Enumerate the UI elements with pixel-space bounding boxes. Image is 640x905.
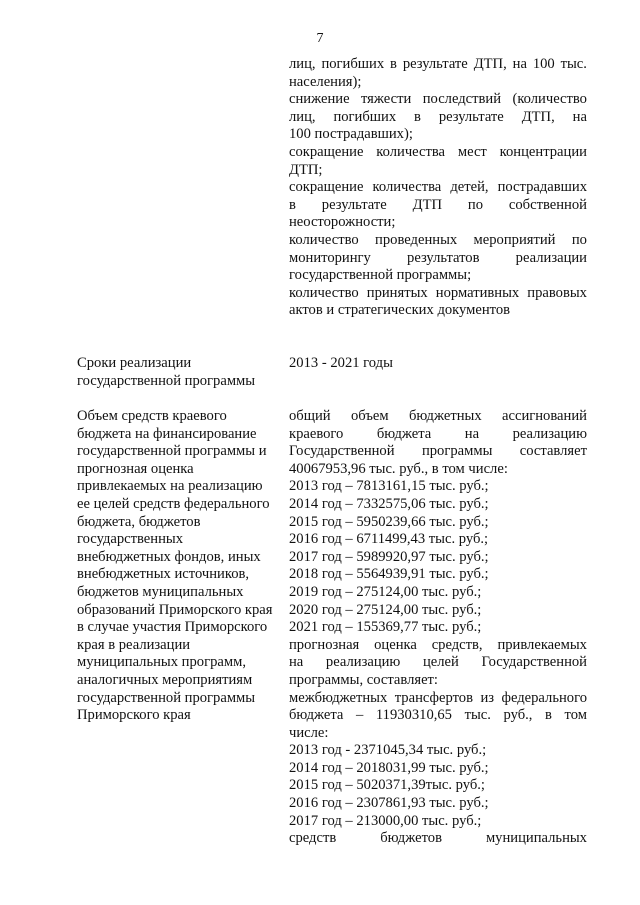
word: краевого: [289, 425, 344, 442]
text-line: 2020 год – 275124,00 тыс. руб.;: [289, 601, 482, 618]
text-line: [289, 408, 587, 426]
word: снижение: [289, 91, 350, 108]
text-line: 2021 год – 155369,77 тыс. руб.;: [289, 619, 482, 636]
text-line: [289, 91, 587, 109]
label-line: внебюджетных источников,: [77, 566, 250, 583]
word: ассигнований: [502, 408, 587, 424]
word: детей,: [450, 179, 489, 196]
text-line: [289, 637, 587, 655]
word: пострадавших: [497, 179, 587, 196]
text-line: 2013 - 2021 годы: [289, 355, 393, 371]
word: результатов: [407, 249, 480, 266]
indicators-continued: [289, 56, 587, 320]
word: тыс.: [464, 707, 491, 724]
word: муниципальных: [485, 830, 587, 847]
word: межбюджетных: [289, 689, 388, 706]
word: количества: [376, 143, 446, 160]
word: на: [512, 56, 527, 72]
word: в: [289, 196, 296, 213]
word: Государственной: [289, 443, 395, 460]
text-line: 2014 год – 7332575,06 тыс. руб.;: [289, 495, 489, 512]
label-line: образований Приморского края: [77, 601, 273, 618]
text-line: [289, 426, 587, 444]
label-line: государственной программы и: [77, 443, 267, 460]
word: трансфертов: [394, 689, 473, 706]
text-line: 2017 год – 213000,00 тыс. руб.;: [289, 812, 482, 829]
text-line: неосторожности;: [289, 214, 396, 231]
word: в: [390, 56, 397, 72]
text-line: [289, 830, 587, 848]
word: мероприятий: [473, 231, 556, 248]
word: ДТП,: [473, 56, 507, 72]
word: по: [467, 196, 484, 213]
word: ДТП,: [521, 108, 555, 125]
label-line: привлекаемых на реализацию: [77, 478, 263, 495]
word: правовых: [527, 284, 587, 301]
text-line: 2015 год – 5950239,66 тыс. руб.;: [289, 513, 489, 530]
word: лиц,: [289, 56, 316, 72]
word: количества: [372, 179, 442, 196]
word: программы: [421, 443, 493, 460]
word: нормативных: [435, 284, 520, 301]
page-number: 7: [316, 31, 324, 46]
word: (количество: [512, 91, 587, 108]
word: реализации: [515, 249, 587, 266]
word: сокращение: [289, 143, 364, 160]
word: привлекаемых: [497, 636, 587, 653]
text-line: ДТП;: [289, 161, 323, 178]
label-line: аналогичных мероприятиям: [77, 671, 253, 688]
word: бюджета: [289, 707, 344, 724]
text-line: 100 пострадавших);: [289, 126, 413, 143]
word: по: [571, 231, 587, 248]
label-line: ее целей средств федерального: [77, 495, 270, 512]
text-line: [289, 285, 587, 303]
text-line: 2017 год – 5989920,97 тыс. руб.;: [289, 548, 489, 565]
label-line: государственной программы: [77, 689, 256, 706]
word: мониторингу: [289, 249, 371, 266]
word: бюджета: [376, 425, 432, 442]
label-line: бюджета, бюджетов: [77, 513, 201, 530]
word: 11930310,65: [375, 707, 452, 724]
text-line: [289, 144, 587, 162]
word: погибших: [333, 108, 397, 125]
text-line: [289, 443, 587, 461]
text-line: [289, 109, 587, 127]
word: проведенных: [375, 231, 458, 248]
program-period-value: [289, 355, 587, 373]
word: бюджетов: [380, 830, 442, 847]
text-line: 2016 год – 2307861,93 тыс. руб.;: [289, 795, 489, 812]
word: лиц,: [289, 108, 316, 125]
label-line: Приморского края: [77, 707, 191, 724]
word: на: [464, 425, 480, 442]
word: последствий: [422, 91, 502, 108]
text-line: актов и стратегических документов: [289, 302, 511, 319]
word: бюджетных: [408, 408, 482, 424]
text-line: числе:: [289, 724, 329, 741]
word: руб.,: [503, 707, 533, 724]
word: результате: [321, 196, 387, 213]
text-line: [289, 232, 587, 250]
word: объем: [350, 408, 389, 424]
text-line: 2019 год – 275124,00 тыс. руб.;: [289, 583, 482, 600]
word: федерального: [501, 689, 587, 706]
word: результате: [402, 56, 468, 72]
text-line: [289, 654, 587, 672]
word: сокращение: [289, 179, 364, 196]
word: реализацию: [325, 654, 401, 671]
label-line: бюджета на финансирование: [77, 425, 257, 442]
word: в: [414, 108, 421, 125]
word: ДТП: [412, 196, 443, 213]
label-line: государственных: [77, 531, 184, 548]
word: общий: [289, 408, 331, 424]
word: Государственной: [481, 654, 587, 671]
word: целей: [422, 654, 459, 671]
label-line: прогнозная оценка: [77, 460, 194, 477]
text-line: [289, 250, 587, 268]
text-line: [289, 197, 587, 215]
word: мест: [457, 143, 487, 160]
text-line: [289, 179, 587, 197]
label-line: бюджетов муниципальных: [77, 583, 244, 600]
word: –: [356, 707, 364, 724]
word: на: [289, 654, 304, 671]
word: оценка: [374, 636, 417, 653]
text-line: программы, составляет:: [289, 671, 438, 688]
word: средств,: [431, 636, 483, 653]
text-line: [289, 56, 587, 74]
word: реализацию: [512, 425, 587, 442]
word: тыс.: [560, 56, 587, 72]
word: тяжести: [361, 91, 412, 108]
text-line: 2013 год - 2371045,34 тыс. руб.;: [289, 742, 487, 759]
word: концентрации: [499, 143, 587, 160]
text-line: 2015 год – 5020371,39тыс. руб.;: [289, 777, 485, 794]
text-line: [289, 690, 587, 708]
word: погибших: [321, 56, 385, 72]
label-line: внебюджетных фондов, иных: [77, 548, 261, 565]
text-line: населения);: [289, 73, 362, 90]
word: из: [480, 689, 495, 706]
text-line: 2014 год – 2018031,99 тыс. руб.;: [289, 759, 489, 776]
label-line: государственной программы: [77, 372, 256, 389]
word: средств: [289, 830, 337, 847]
text-line: 2018 год – 5564939,91 тыс. руб.;: [289, 566, 489, 583]
word: количество: [289, 231, 359, 248]
word: составляет: [519, 443, 587, 460]
word: в: [545, 707, 552, 724]
word: собственной: [508, 196, 587, 213]
word: прогнозная: [289, 636, 360, 653]
label-line: Сроки реализации: [77, 355, 192, 371]
text-line: государственной программы;: [289, 267, 472, 284]
text-line: 2013 год – 7813161,15 тыс. руб.;: [289, 478, 489, 495]
label-line: в случае участия Приморского: [77, 619, 268, 636]
text-line: 2016 год – 6711499,43 тыс. руб.;: [289, 531, 489, 548]
funding-label: [77, 408, 277, 725]
word: принятых: [366, 284, 428, 301]
word: том: [564, 707, 587, 724]
text-line: [289, 707, 587, 725]
label-line: края в реализации: [77, 636, 191, 653]
word: на: [572, 108, 587, 125]
label-line: Объем средств краевого: [77, 408, 227, 424]
word: 100: [532, 56, 555, 72]
word: количество: [289, 284, 359, 301]
program-period-label: [77, 355, 277, 390]
funding-value: [289, 408, 587, 848]
text-line: 40067953,96 тыс. руб., в том числе:: [289, 460, 508, 477]
label-line: муниципальных программ,: [77, 654, 246, 671]
word: результате: [438, 108, 504, 125]
